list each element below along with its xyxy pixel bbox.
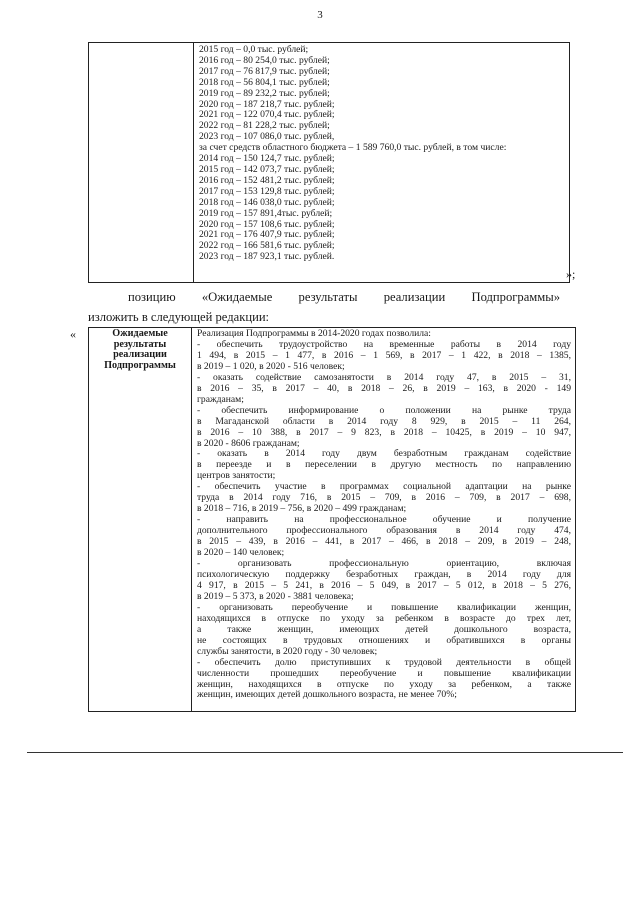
results-line: - обеспечить трудоустройство на временные работы в 2014 году <box>197 338 571 350</box>
results-line: 1 494, в 2015 – 1 477, в 2016 – 1 569, в 2017 – 1 422, в 2018 – 1385, <box>197 349 571 361</box>
results-line: не состоящих в трудовых отношениях и обратившихся в органы <box>197 634 571 646</box>
results-line: в переезде и в переселении в другую местность по направлению <box>197 459 571 471</box>
funding-line: 2021 год – 122 070,4 тыс. рублей; <box>199 109 335 121</box>
results-line: - направить на профессиональное обучение и получение <box>197 514 571 526</box>
results-line: в 2018 – 716, в 2019 – 756, в 2020 – 499 гражданам; <box>197 503 407 515</box>
funding-line: 2016 год – 80 254,0 тыс. рублей; <box>199 54 330 66</box>
results-line: - обеспечить участие в программах социальной адаптации на рынке <box>197 481 571 493</box>
instruction-word: позицию <box>128 290 176 304</box>
results-line: - организовать профессиональную ориентацию, включая <box>197 558 571 570</box>
results-line: женщин, находящихся в отпуске по уходу за ребенком, а также <box>197 678 571 690</box>
results-header-line: результаты <box>113 338 167 350</box>
results-line: дополнительного профессионального образования в 2014 году 474, <box>197 525 571 537</box>
funding-line: 2015 год – 142 073,7 тыс. рублей; <box>199 163 335 175</box>
results-line: центров занятости; <box>197 470 276 482</box>
results-line: психологическую поддержку безработных граждан, в 2014 году для <box>197 568 571 580</box>
results-line: службы занятости, в 2020 году - 30 человек; <box>197 645 378 657</box>
results-header-line: Ожидаемые <box>112 328 168 339</box>
closing-quote-mark: »; <box>566 267 576 281</box>
funding-table <box>88 42 570 283</box>
funding-line: 2022 год – 166 581,6 тыс. рублей; <box>199 240 335 252</box>
funding-line: 2018 год – 146 038,0 тыс. рублей; <box>199 196 335 208</box>
instruction-word: Подпрограммы» <box>471 290 560 304</box>
funding-line: 2019 год – 157 891,4тыс. рублей; <box>199 207 333 219</box>
results-line: труда в 2014 году 716, в 2015 – 709, в 2016 – 709, в 2017 – 698, <box>197 492 571 504</box>
instruction-word: результаты <box>298 290 358 304</box>
results-line: - организовать переобучение и повышение квалификации женщин, <box>197 601 571 613</box>
funding-line: 2023 год – 107 086,0 тыс. рублей, <box>199 131 335 143</box>
funding-line: 2016 год – 152 481,2 тыс. рублей; <box>199 174 335 186</box>
funding-line: 2023 год – 187 923,1 тыс. рублей. <box>199 251 335 263</box>
results-line: находящихся в отпуске по уходу за ребенком в возрасте до трех лет, <box>197 612 571 624</box>
results-line: - оказать содействие самозанятости в 2014 году 47, в 2015 – 31, <box>197 371 571 383</box>
funding-table-label-cell <box>89 43 194 282</box>
results-line: 4 917, в 2015 – 5 241, в 2016 – 5 049, в 2017 – 5 012, в 2018 – 5 276, <box>197 579 571 591</box>
funding-line: 2021 год – 176 407,9 тыс. рублей; <box>199 229 335 241</box>
funding-line: 2020 год – 187 218,7 тыс. рублей; <box>199 98 335 110</box>
funding-line: 2017 год – 153 129,8 тыс. рублей; <box>199 185 335 197</box>
results-line: в 2020 – 140 человек; <box>197 547 285 559</box>
results-line: в 2019 – 5 373, в 2020 - 3881 человека; <box>197 590 354 602</box>
results-table-value-cell <box>192 328 575 711</box>
funding-line: 2017 год – 76 817,9 тыс. рублей; <box>199 65 330 77</box>
results-line: - обеспечить долю приступивших к трудовой деятельности в общей <box>197 656 571 668</box>
results-line: в 2020 - 8606 гражданам; <box>197 437 300 449</box>
footer-divider <box>27 752 623 753</box>
instruction-line-2: изложить в следующей редакции: <box>88 310 270 324</box>
results-header-line: реализации <box>113 349 167 361</box>
results-line: Реализация Подпрограммы в 2014-2020 годах позволила: <box>197 328 431 339</box>
results-line: в 2016 – 10 388, в 2017 – 9 823, в 2018 – 10425, в 2019 – 10 947, <box>197 426 571 438</box>
results-line: женщин, имеющих детей дошкольного возраста, не менее 70%; <box>197 689 457 701</box>
results-line: численности прошедших переобучение и повышение квалификации <box>197 667 571 679</box>
opening-quote-mark: « <box>70 327 76 341</box>
results-line: в 2015 – 439, в 2016 – 441, в 2017 – 466, в 2018 – 209, в 2019 – 248, <box>197 536 571 548</box>
page-number: 3 <box>317 9 323 21</box>
instruction-line-1 <box>128 290 560 305</box>
funding-line: 2018 год – 56 804,1 тыс. рублей; <box>199 76 330 88</box>
results-table-label-cell <box>89 328 192 711</box>
funding-line: 2014 год – 150 124,7 тыс. рублей; <box>199 153 335 165</box>
instruction-word: «Ожидаемые <box>201 290 273 304</box>
results-line: в 2019 – 1 020, в 2020 - 516 человек; <box>197 360 345 372</box>
results-line: гражданам; <box>197 393 244 405</box>
results-line: а также женщин, имеющих детей дошкольного возраста, <box>197 623 571 635</box>
funding-line: 2020 год – 157 108,6 тыс. рублей; <box>199 218 335 230</box>
funding-regional-budget-line: за счет средств областного бюджета – 1 589 760,0 тыс. рублей, в том числе: <box>199 142 507 154</box>
results-line: - обеспечить информирование о положении на рынке труда <box>197 404 571 416</box>
results-line: в Магаданской области в 2014 году 8 929, в 2015 – 11 264, <box>197 415 571 427</box>
funding-line: 2015 год – 0,0 тыс. рублей; <box>199 44 309 55</box>
instruction-word: реализации <box>383 290 446 304</box>
results-header-line: Подпрограммы <box>104 359 176 371</box>
funding-line: 2019 год – 89 232,2 тыс. рублей; <box>199 87 330 99</box>
results-table <box>88 327 576 712</box>
funding-table-value-cell <box>194 43 569 282</box>
results-line: в 2016 – 35, в 2017 – 40, в 2018 – 26, в 2019 – 163, в 2020 - 149 <box>197 382 571 394</box>
funding-line: 2022 год – 81 228,2 тыс. рублей; <box>199 120 330 132</box>
results-line: - оказать в 2014 году двум безработным гражданам содействие <box>197 448 571 460</box>
